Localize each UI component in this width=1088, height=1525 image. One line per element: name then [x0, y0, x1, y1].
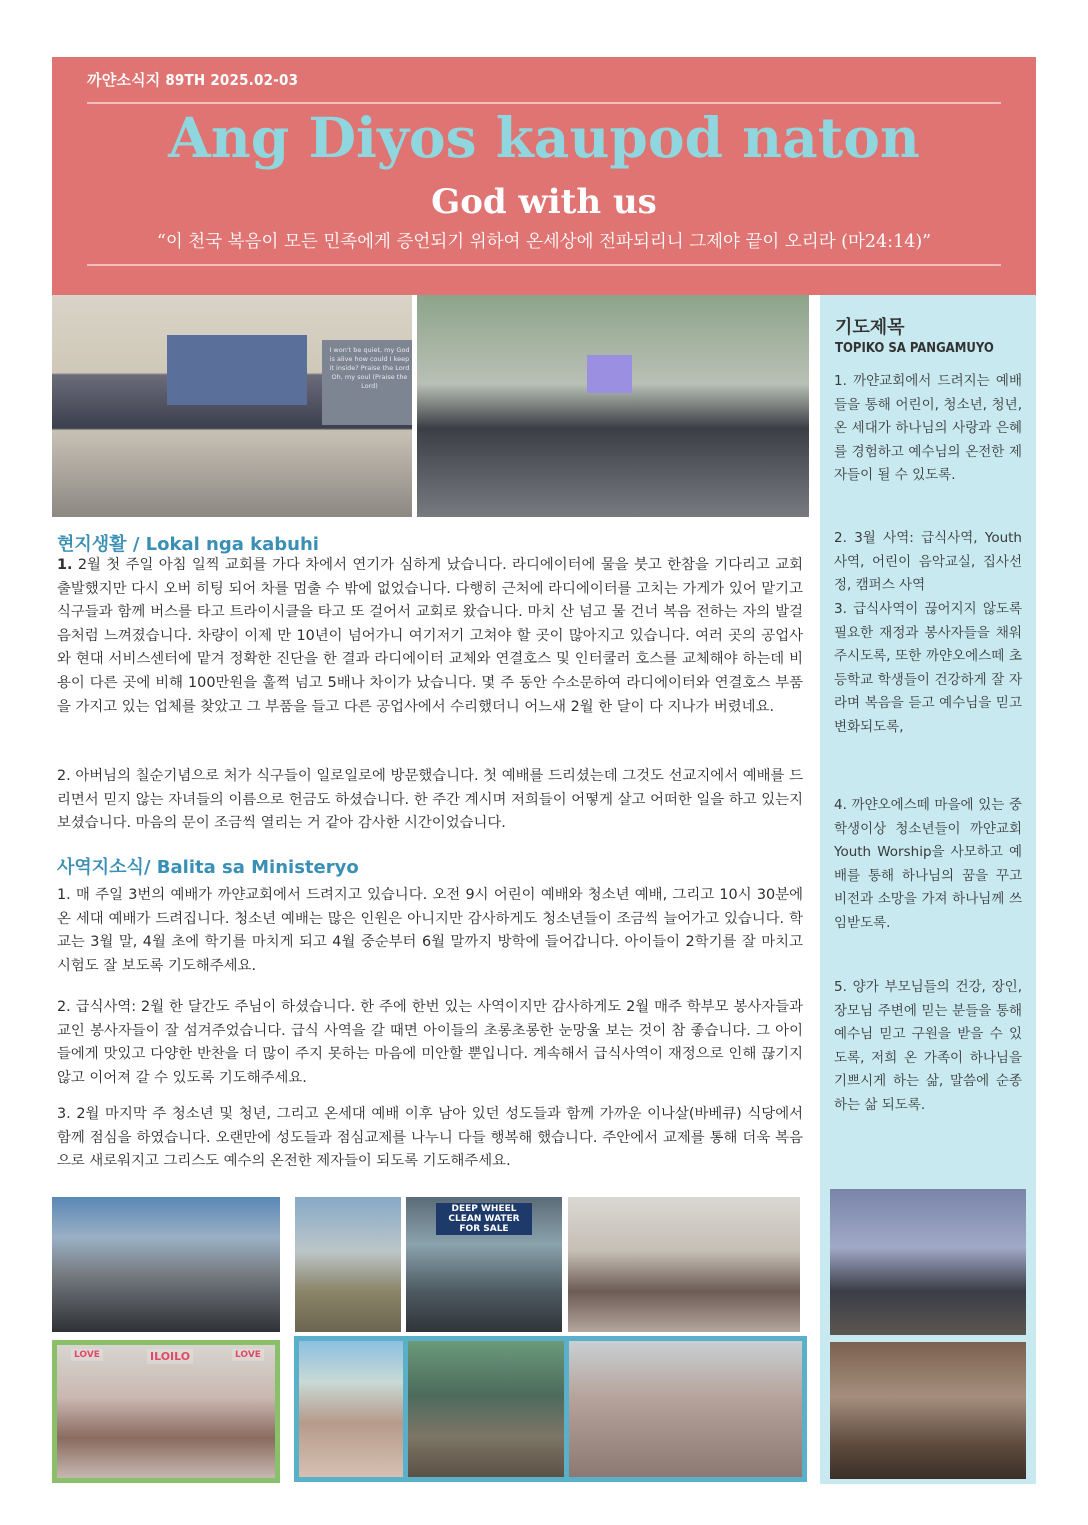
local-life-paragraph-1	[57, 554, 803, 719]
prayer-item-4: 4. 까얀오에스떼 마을에 있는 중학생이상 청소년들이 까얀교회 Youth Worship을 사모하고 예배를 통해 하나님의 꿈을 꾸고 비전과 소망을 가져 하나님께 쓰임받도록.	[834, 797, 1022, 931]
photo-youth-group	[568, 1197, 800, 1332]
prayer-item-1: 1. 까얀교회에서 드려지는 예배들을 통해 어린이, 청소년, 청년, 온 세대가 하나님의 사랑과 은혜를 경험하고 예수님의 온전한 제자들이 될 수 있도록.	[834, 373, 1022, 483]
issue-label: 까얀소식지 89TH 2025.02-03	[87, 71, 299, 89]
worship-banner	[167, 335, 307, 405]
photo-radiator-shop	[406, 1197, 562, 1332]
paragraph-number: 2.	[57, 768, 71, 784]
local-life-paragraph-2	[57, 765, 803, 836]
photo-feeding-children	[408, 1341, 564, 1477]
paragraph-number: 2.	[57, 999, 71, 1015]
iloilo-sign: ILOILO	[147, 1349, 193, 1364]
section-title-local-life: 현지생활 / Lokal nga kabuhi	[57, 534, 319, 555]
paragraph-number: 3.	[57, 1106, 71, 1122]
paragraph-number: 1.	[57, 557, 73, 573]
newsletter-subtitle: God with us	[431, 182, 657, 222]
ministry-paragraph-3	[57, 1103, 803, 1174]
shop-sign: DEEP WHEEL CLEAN WATER FOR SALE	[436, 1203, 532, 1235]
prayer-title: 기도제목	[835, 317, 905, 338]
ministry-paragraph-2	[57, 996, 803, 1090]
paragraph-text: 아버님의 칠순기념으로 처가 식구들이 일로일로에 방문했습니다. 첫 예배를 드리셨는데 그것도 선교지에서 예배를 드리면서 믿지 않는 자녀들의 이름으로 헌금도 하셨습니다. 한 주간 계시며 저희들이 어떻게 살고 어떠한 일을 하고 있는지 보셨습니다. 마음의 문이 조금씩 열리는 거 같아 감사한 시간이었습니다.	[57, 768, 803, 832]
prayer-sidebar	[820, 295, 1036, 1484]
section-title-ministry-news: 사역지소식/ Balita sa Ministeryo	[57, 857, 359, 878]
photo-car-repair	[52, 1197, 280, 1332]
love-sign-left: LOVE	[71, 1349, 103, 1361]
photo-youth-worship	[417, 295, 809, 517]
newsletter-title: Ang Diyos kaupod naton	[168, 105, 920, 170]
header-divider-bottom	[87, 264, 1001, 266]
photo-feeding-ministry	[569, 1341, 802, 1477]
ministry-paragraph-1	[57, 884, 803, 978]
newsletter-header	[52, 57, 1036, 295]
prayer-subtitle: TOPIKO SA PANGAMUYO	[835, 341, 994, 356]
header-divider-top	[87, 102, 1001, 104]
paragraph-text: 2월 마지막 주 청소년 및 청년, 그리고 온세대 예배 이후 남아 있던 성도들과 함께 가까운 이나살(바베큐) 식당에서 함께 점심을 하였습니다. 오랜만에 성도들과 점심교제를 나누니 다들 행복해 했습니다. 주안에서 교제를 통해 더욱 복음으로 새로워지고 그리스도 예수의 온전한 제자들이 되도록 기도해주세요.	[57, 1106, 803, 1170]
prayer-item-3: 3. 급식사역이 끊어지지 않도록 필요한 재정과 봉사자들을 채워주시도록, 또한 까얀오에스떼 초등학교 학생들이 건강하게 잘 자라며 복음을 듣고 예수님을 믿고 변화되도록,	[834, 601, 1022, 735]
projector-screen	[587, 355, 632, 393]
prayer-item-5: 5. 양가 부모님들의 건강, 장인, 장모님 주변에 믿는 분들을 통해 예수님 믿고 구원을 받을 수 있도록, 저희 온 가족이 하나님을 기쁘시게 하는 삶, 말씀에 순종하는 삶 되도록.	[834, 979, 1022, 1113]
photo-walking-road	[295, 1197, 401, 1332]
photo-sidebar-worship	[830, 1189, 1026, 1335]
photo-family-iloilo	[57, 1345, 275, 1478]
paragraph-number: 1.	[57, 887, 71, 903]
photo-girl-praying	[299, 1341, 403, 1477]
paragraph-text: 급식사역: 2월 한 달간도 주님이 하셨습니다. 한 주에 한번 있는 사역이지만 감사하게도 2월 매주 학부모 봉사자들과 교인 봉사자들이 잘 섬겨주었습니다. 급식 사역을 갈 때면 아이들의 초롱초롱한 눈망울 보는 것이 참 좋습니다. 그 아이들에게 맛있고 다양한 반찬을 더 많이 주지 못하는 마음에 미안할 뿐입니다. 계속해서 급식사역이 재정으로 인해 끊기지 않고 이어져 갈 수 있도록 기도해주세요.	[57, 999, 803, 1086]
photo-sidebar-lunch	[830, 1342, 1026, 1479]
lyrics-screen	[322, 340, 412, 425]
love-sign-right: LOVE	[232, 1349, 264, 1361]
paragraph-text: 매 주일 3번의 예배가 까얀교회에서 드려지고 있습니다. 오전 9시 어린이 예배와 청소년 예배, 그리고 10시 30분에 온 세대 예배가 드려집니다. 청소년 예배는 많은 인원은 아니지만 감사하게도 청소년들이 조금씩 늘어가고 있습니다. 학교는 3월 말, 4월 초에 학기를 마치게 되고 4월 중순부터 6월 말까지 방학에 들어갑니다. 아이들이 2학기를 잘 마치고 시험도 잘 보도록 기도해주세요.	[57, 887, 803, 974]
prayer-item-2: 2. 3월 사역: 급식사역, Youth사역, 어린이 음악교실, 집사선정, 캠퍼스 사역	[834, 530, 1022, 593]
photo-worship-band	[52, 295, 412, 517]
paragraph-text: 2월 첫 주일 아침 일찍 교회를 가다 차에서 연기가 심하게 났습니다. 라디에이터에 물을 붓고 한참을 기다리고 교회 출발했지만 다시 오버 히팅 되어 차를 멈출 수 밖에 없었습니다. 다행히 근처에 라디에이터를 고치는 가게가 있어 맡기고 식구들과 함께 버스를 타고 트라이시클을 타고 또 걸어서 교회로 왔습니다. 마치 산 넘고 물 건너 복음 전하는 자의 발걸음처럼 느껴졌습니다. 차량이 이제 만 10년이 넘어가니 여기저기 고쳐야 할 곳이 많아지고 있습니다. 여러 곳의 공업사와 현대 서비스센터에 맡겨 정확한 진단을 한 결과 라디에이터 교체와 연결호스 및 인터쿨러 호스를 교체해야 하는데 비용이 다른 곳에 비해 100만원을 훌쩍 넘고 5배나 차이가 났습니다. 몇 주 동안 수소문하여 라디에이터와 연결호스 부품을 가지고 있는 업체를 찾았고 그 부품을 들고 다른 공업사에서 수리했더니 어느새 2월 한 달이 다 지나가 버렸네요.	[57, 557, 803, 715]
lyrics-text: I won't be quiet, my God is alive how could I keep it inside? Praise the Lord Oh, my soul (Praise the Lord)	[329, 346, 410, 390]
bible-verse: “이 천국 복음이 모든 민족에게 증언되기 위하여 온세상에 전파되리니 그제야 끝이 오리라 (마24:14)”	[156, 232, 932, 252]
